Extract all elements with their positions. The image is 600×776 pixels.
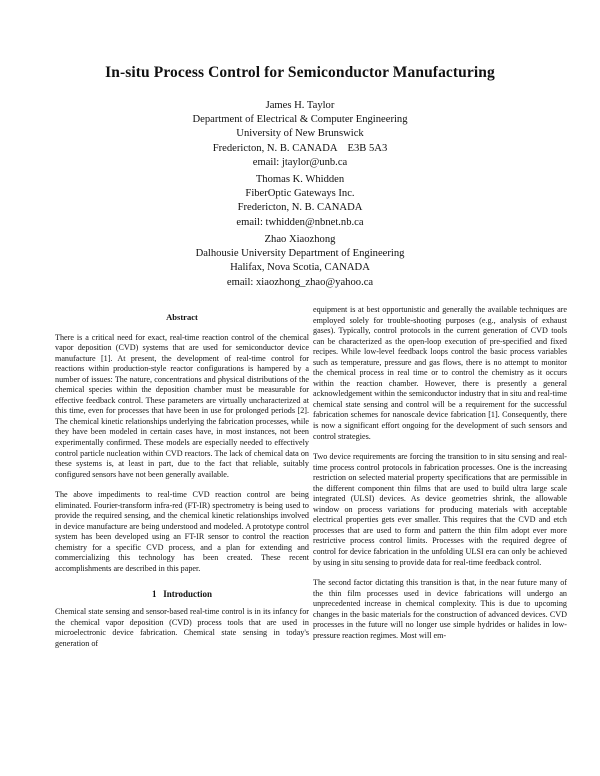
author-name: Zhao Xiaozhong [264,234,336,245]
abstract-paragraph: There is a critical need for exact, real-time reaction control of the chemical vapor deposition (CVD) systems that are used for semiconductor device manufacture [1]. At present, the development of real-time control for reactions within production-style reactor configurations is hampered by a number of issues: The nature, concentrations and physical distributions of the chemical species within the deposition chamber must be measurable for effective feedback control. These parameters are virtually uncharacterized at this time, even for processes that have been in use for prolonged periods [2]. The chemical kinetic relationships underlying the fabrication processes, while they have been modeled in certain cases have, in most instances, not been experimentally confirmed. These models are especially needed to effectively control particle nucleation within CVD reactors. The lack of chemical data on these systems is, at least in part, due to the fact that reliable, suitably configured sensors have not been generally available. [55,332,309,479]
author-block-1 [60,99,540,170]
paper-title: In-situ Process Control for Semiconductor Manufacturing [105,64,495,81]
right-column [313,305,567,651]
author-address: Fredericton, N. B. CANADA E3B 5A3 [212,142,388,154]
author-email: email: twhidden@nbnet.nb.ca [236,216,364,228]
body-paragraph: The second factor dictating this transition is that, in the near future many of the thin film processes used in device fabrications will undergo an unprecedented increase in chemical complexity. This is due to upcoming changes in the basic materials for the construction of advanced devices. CVD processes in the future will no longer use simple hydrides or halides in low-pressure reaction regimes. Most will em- [313,578,567,640]
author-name: James H. Taylor [265,100,335,111]
author-address: Halifax, Nova Scotia, CANADA [230,262,370,274]
abstract-paragraph: The above impediments to real-time CVD reaction control are being eliminated. Fourier-transform infra-red (FT-IR) spectrometry is being used to provide the required sensing, and the chemical kinetic relationships involved in device manufacture are being understood and modeled. A prototype control system has been developed using an FT-IR sensor to control the reaction chemistry for a specific CVD process, and a plan for extending and commercializing this technology has been created. These recent accomplishments are described in this paper. [55,490,309,574]
author-block-2 [60,173,540,230]
section-heading: 1 Introduction [151,588,213,599]
author-affiliation: University of New Brunswick [236,128,364,140]
body-paragraph: equipment is at best opportunistic and generally the available techniques are employed solely for trouble-shooting purposes (e.g., analysis of exhaust gases). Typically, control protocols in the current generation of CVD tools can be characterized as the open-loop execution of pre-specified and fixed recipes. While low-level feedback loops control the basic process variables such as temperature, pressure and gas flows, there is no attempt to monitor the chemical process in real time or to control the chemistry as it occurs within the reaction chamber. However, there is presently a general acknowledgement within the semiconductor industry that in situ and real-time chemical state sensing and control will be a requirement for the successful fabrication schemes for nanoscale device fabrication [1]. Consequently, there is now a significant effort ongoing for the development of such sensors and control strategies. [313,305,567,441]
author-name: Thomas K. Whidden [255,174,345,185]
author-affiliation: Dalhousie University Department of Engineering [195,248,405,260]
author-block-3 [60,233,540,290]
author-affiliation: Department of Electrical & Computer Engineering [192,114,408,126]
author-email: email: xiaozhong_zhao@yahoo.ca [226,276,374,288]
left-column [55,312,309,659]
author-affiliation: FiberOptic Gateways Inc. [245,188,355,200]
abstract-heading: Abstract [166,312,198,322]
author-address: Fredericton, N. B. CANADA [237,202,363,214]
author-email: email: jtaylor@unb.ca [252,156,348,168]
body-paragraph: Chemical state sensing and sensor-based real-time control is in its infancy for the chemical vapor deposition (CVD) process tools that are used in microelectronic device fabrication. Chemical state sensing in today's generation of [55,607,309,648]
body-paragraph: Two device requirements are forcing the transition to in situ sensing and real-time process control protocols in fabrication processes. One is the increasing restriction on selected material property specifications that are permissible in the different component thin films that are used to build ultra large scale integrated (ULSI) devices. As device geometries shrink, the allowable window on process variations for producing materials with acceptable electrical properties gets ever smaller. This requires that the CVD and etch processes that are used to form and pattern the thin film adopt ever more restrictive process control limits. Processes with the required degree of control for device fabrication in the unfolding ULSI era can only be achieved by using in situ sensing to provide data for real-time feedback control. [313,452,567,567]
